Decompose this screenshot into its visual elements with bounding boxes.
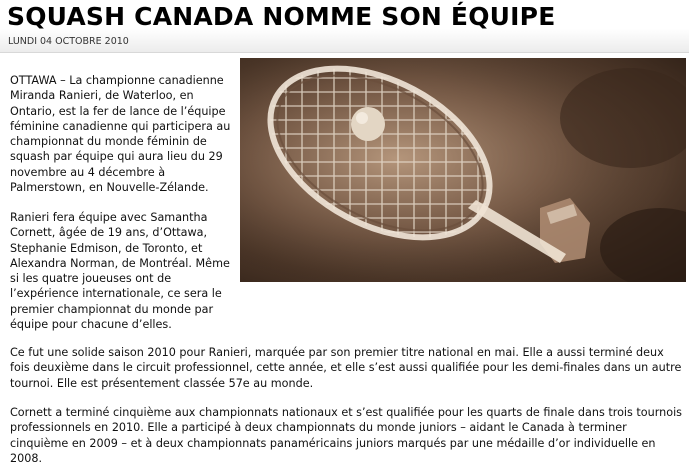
squash-racket-photo	[240, 58, 686, 282]
article-date: LUNDI 04 OCTOBRE 2010	[8, 36, 129, 47]
article-paragraph-1: OTTAWA – La championne canadienne Miranda Ranieri, de Waterloo, en Ontario, est la fer de lance de l’équipe féminine canadienne qui participera au championnat du monde féminin de squash par équipe qui aura lieu du 29 novembre au 4 décembre à Palmerstown, en Nouvelle-Zélande.	[10, 74, 231, 195]
article-paragraph-2: Ranieri fera équipe avec Samantha Cornett, âgée de 19 ans, d’Ottawa, Stephanie Edmison, de Toronto, et Alexandra Norman, de Montréal. Même si les quatre joueuses ont de l’expérience internationale, ce sera le premier championnat du monde par équipe pour chacune d’elles.	[10, 211, 230, 332]
article-title: SQUASH CANADA NOMME SON ÉQUIPE	[7, 2, 556, 31]
article-paragraph-4: Cornett a terminé cinquième aux championnats nationaux et s’est qualifiée pour les quarts de finale dans trois tournois professionnels en 2010. Elle a participé à deux championnats du monde juniors – aidant le Canada à terminer cinquième en 2009 – et à deux championnats panaméricains juniors marqués par une médaille d’or individuelle en 2008.	[10, 406, 683, 465]
article-header	[0, 0, 689, 53]
squash-racket-illustration	[240, 58, 686, 282]
article-paragraph-3: Ce fut une solide saison 2010 pour Ranieri, marquée par son premier titre national en mai. Elle a aussi terminé deux fois deuxième dans le circuit professionnel, cette année, et elle s’est aussi qualifiée pour les demi-finales dans un autre tournoi. Elle est présentement classée 57e au monde.	[10, 346, 682, 390]
